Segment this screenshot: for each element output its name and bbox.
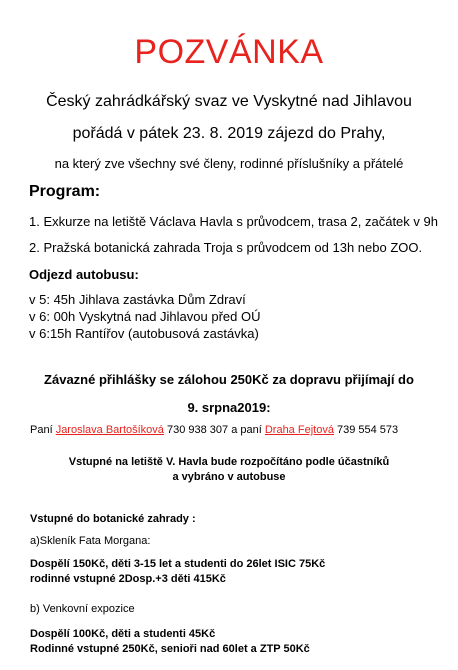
intro-line-organizer: Český zahrádkářský svaz ve Vyskytné nad Jihlavou xyxy=(46,93,412,110)
garden-fee-heading: Vstupné do botanické zahrady : xyxy=(30,513,196,525)
departure-item-jihlava: v 5: 45h Jihlava zastávka Dům Zdraví xyxy=(29,292,246,307)
contact-line xyxy=(30,423,398,437)
contact-prefix: Paní xyxy=(30,424,56,436)
program-heading: Program: xyxy=(29,183,101,200)
outdoor-label: b) Venkovní expozice xyxy=(30,603,135,615)
page-title: POZVÁNKA xyxy=(134,33,324,71)
intro-line-date: pořádá v pátek 23. 8. 2019 zájezd do Prahy, xyxy=(72,125,386,142)
departure-item-rantirov: v 6:15h Rantířov (autobusová zastávka) xyxy=(29,326,259,341)
contact-name-bartosikova[interactable]: Jaroslava Bartošíková xyxy=(55,424,164,436)
departure-item-vyskytna: v 6: 00h Vyskytná nad Jihlavou před OÚ xyxy=(29,309,261,324)
outdoor-prices: Dospělí 100Kč, děti a studenti 45Kč xyxy=(30,628,216,640)
contact-phone-2: 739 554 573 xyxy=(333,424,399,436)
greenhouse-family-price: rodinné vstupné 2Dosp.+3 děti 415Kč xyxy=(30,573,226,585)
greenhouse-prices: Dospělí 150Kč, děti 3-15 let a studenti do 26let ISIC 75Kč xyxy=(30,558,326,570)
airport-fee-line-2: a vybráno v autobuse xyxy=(172,471,286,483)
contact-phone-1: 730 938 307 a paní xyxy=(163,424,265,436)
registration-line: Závazné přihlášky se zálohou 250Kč za dopravu přijímají do xyxy=(44,372,414,387)
contact-name-fejtova[interactable]: Draha Fejtová xyxy=(264,424,334,436)
program-item-garden: 2. Pražská botanická zahrada Troja s průvodcem od 13h nebo ZOO. xyxy=(29,240,423,255)
program-item-airport: 1. Exkurze na letiště Václava Havla s průvodcem, trasa 2, začátek v 9h xyxy=(29,214,438,229)
registration-deadline: 9. srpna2019: xyxy=(187,400,271,415)
departure-heading: Odjezd autobusu: xyxy=(29,267,139,282)
intro-line-invite: na který zve všechny své členy, rodinné příslušníky a přátelé xyxy=(54,156,404,171)
outdoor-family-price: Rodinné vstupné 250Kč, senioři nad 60let a ZTP 50Kč xyxy=(30,643,310,655)
greenhouse-label: a)Skleník Fata Morgana: xyxy=(30,535,151,547)
airport-fee-line: Vstupné na letiště V. Havla bude rozpočítáno podle účastníků xyxy=(68,456,390,468)
